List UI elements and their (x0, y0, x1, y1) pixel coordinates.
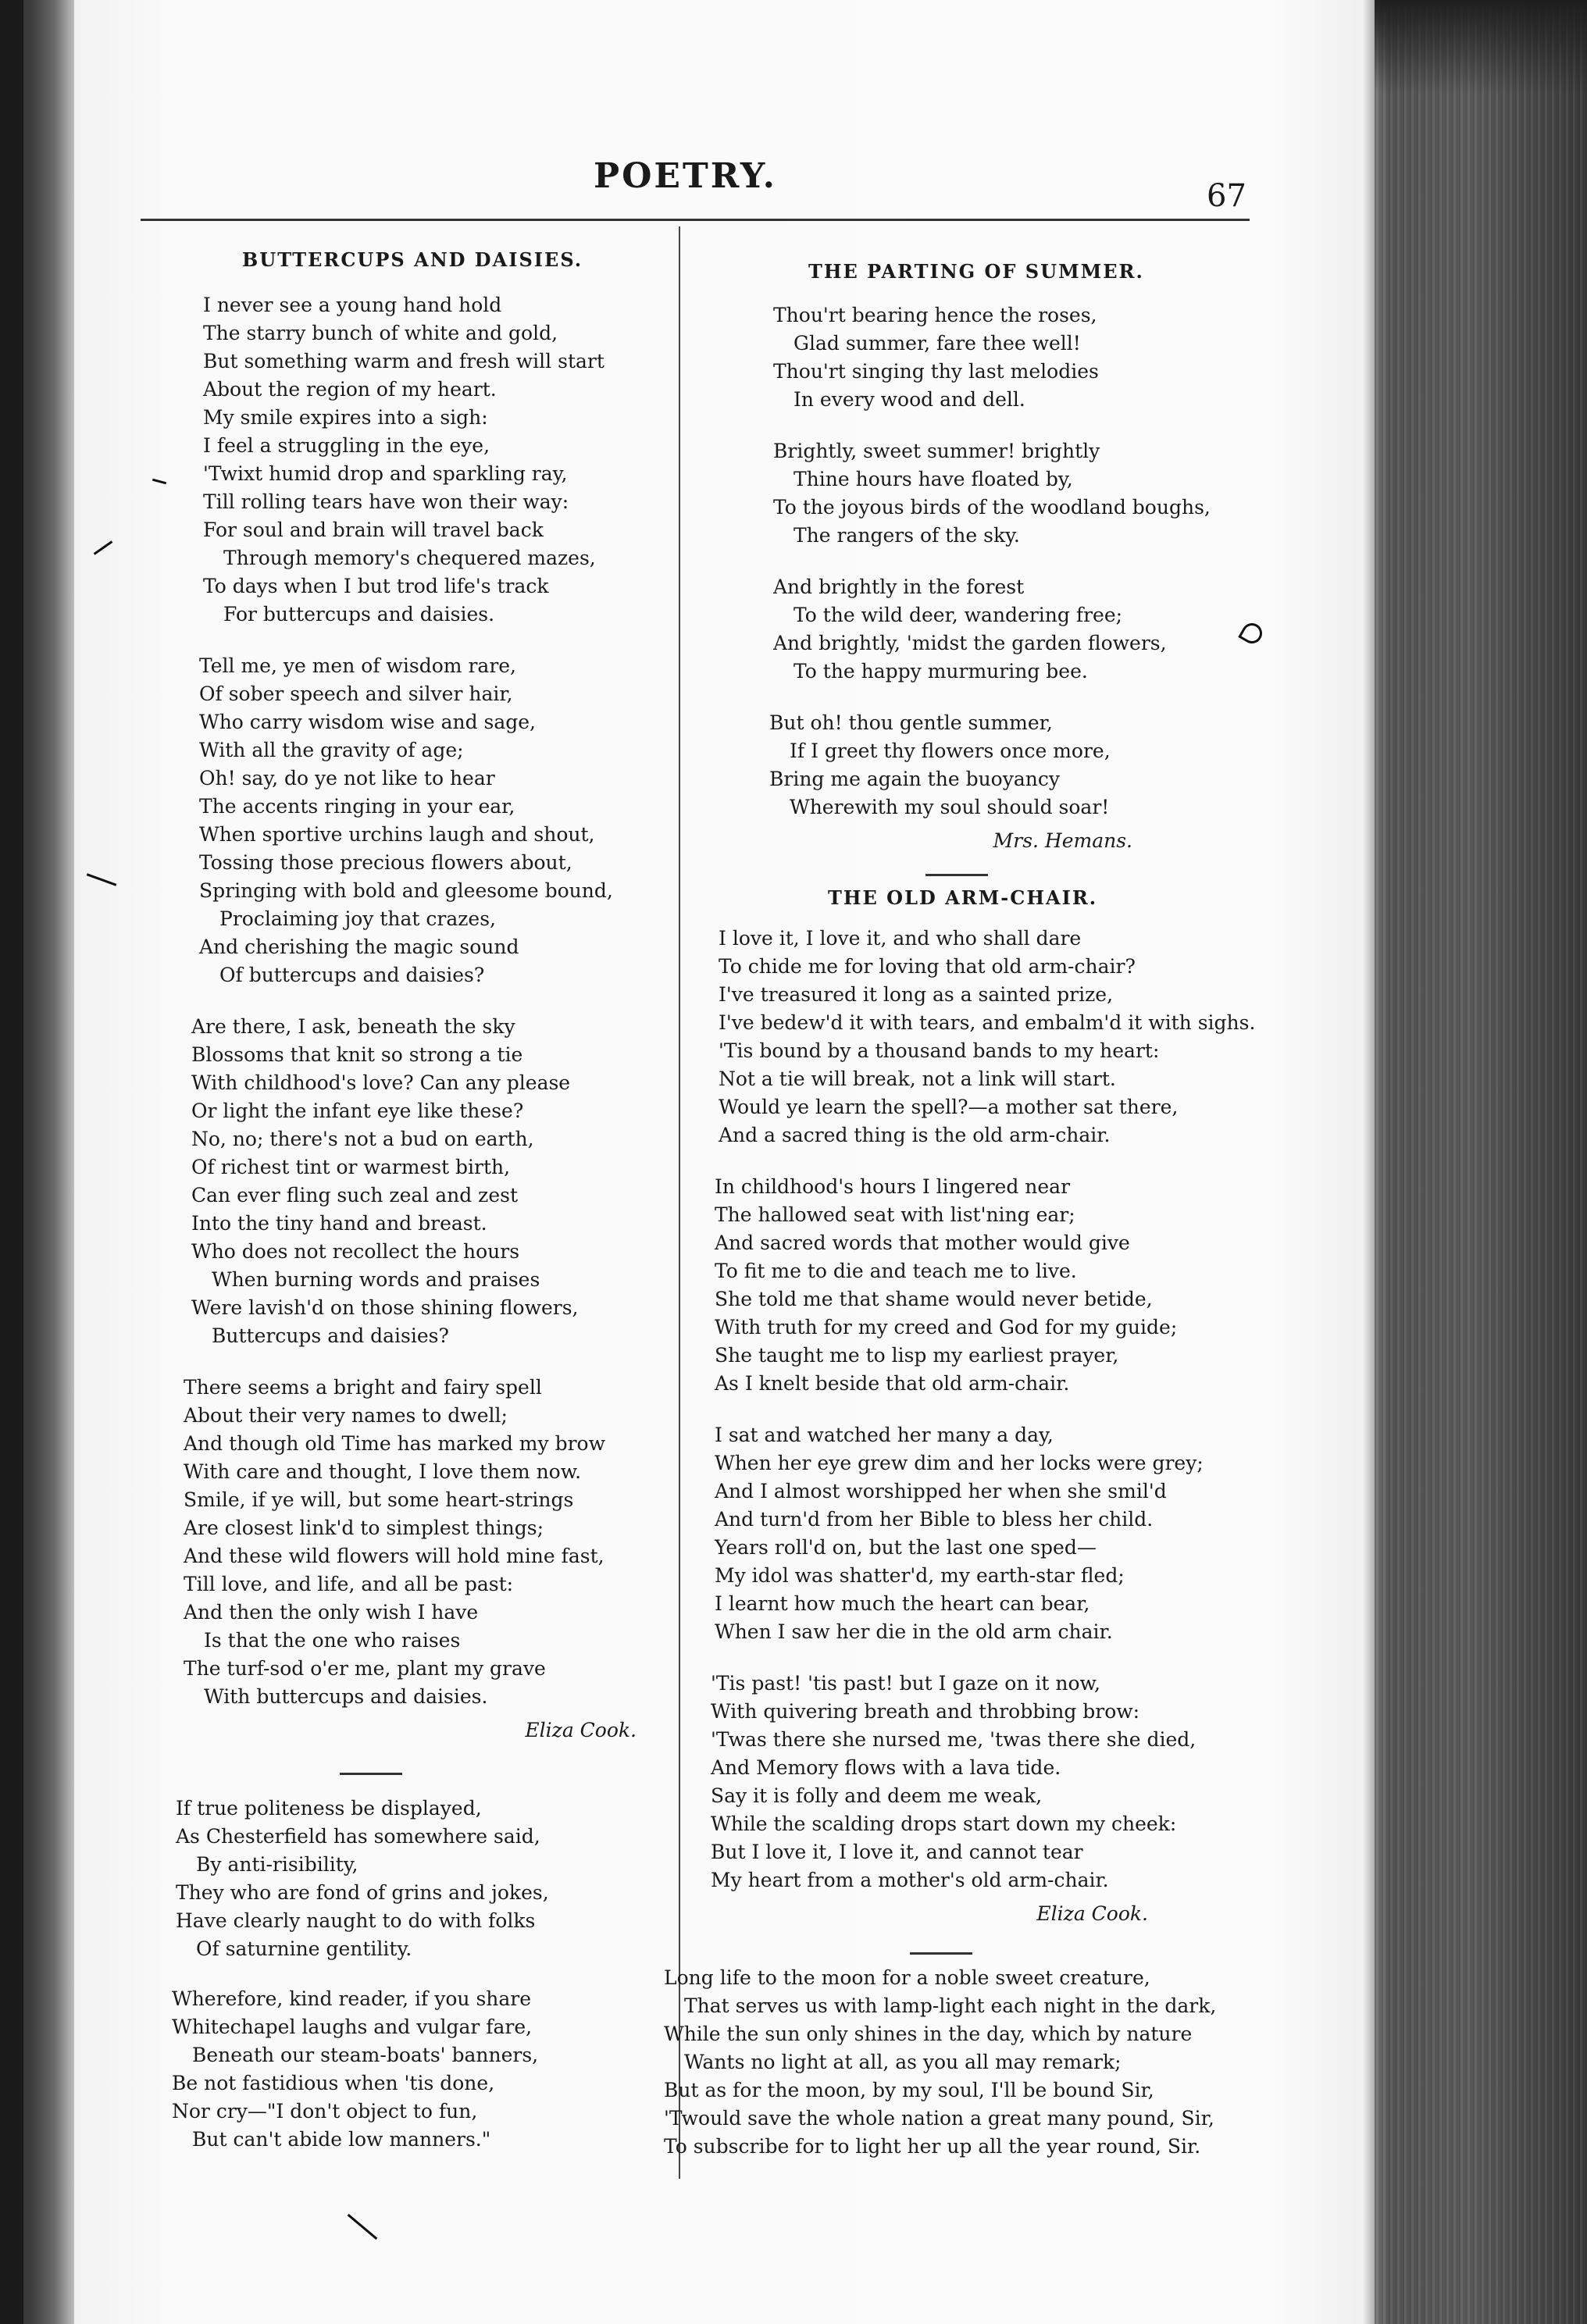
poem-line: I've bedew'd it with tears, and embalm'd it with sighs. (719, 1011, 1256, 1034)
header-rule (141, 219, 1250, 221)
poem-line: Of buttercups and daisies? (219, 964, 485, 986)
poem-line: Tell me, ye men of wisdom rare, (199, 654, 517, 677)
poem-line: Smile, if ye will, but some heart-strings (184, 1488, 574, 1511)
poem-line: Would ye learn the spell?—a mother sat there, (719, 1096, 1179, 1118)
poem-line: To the wild deer, wandering free; (794, 604, 1123, 626)
stanza (664, 1964, 1230, 2161)
poem-line: With childhood's love? Can any please (191, 1071, 571, 1094)
poem-line: In childhood's hours I lingered near (715, 1175, 1071, 1198)
poem-line: When her eye grew dim and her locks were grey; (715, 1452, 1204, 1474)
poem-line: Till rolling tears have won their way: (203, 490, 569, 513)
poem-line: And then the only wish I have (184, 1601, 479, 1624)
stanza (711, 1670, 1230, 1894)
scan-left-edge (0, 0, 74, 2324)
poem-line: And brightly in the forest (773, 576, 1025, 598)
poem-line: The hallowed seat with list'ning ear; (715, 1203, 1075, 1226)
poem-line: To chide me for loving that old arm-chair? (719, 955, 1136, 978)
poem-line: Nor cry—"I don't object to fun, (172, 2100, 478, 2123)
attribution: Eliza Cook. (1036, 1902, 1148, 1925)
poem-line: Say it is folly and deem me weak, (711, 1784, 1043, 1807)
poem-line: Thou'rt singing thy last melodies (773, 360, 1099, 383)
poem-line: But something warm and fresh will start (203, 350, 604, 372)
poem-line: My smile expires into a sigh: (203, 406, 488, 429)
poem-line: While the scalding drops start down my cheek: (711, 1813, 1177, 1835)
poem-line: But as for the moon, by my soul, I'll be bound Sir, (664, 2079, 1154, 2101)
poem-line: But oh! thou gentle summer, (769, 711, 1053, 734)
poem-line: Tossing those precious flowers about, (199, 851, 572, 874)
poem-line: My heart from a mother's old arm-chair. (711, 1869, 1109, 1891)
poem-line: The starry bunch of white and gold, (203, 322, 558, 344)
poem-line: As I knelt beside that old arm-chair. (715, 1372, 1070, 1395)
poem-line: And these wild flowers will hold mine fast, (184, 1545, 604, 1567)
poem-line: With care and thought, I love them now. (184, 1460, 582, 1483)
poem-line: Into the tiny hand and breast. (191, 1212, 487, 1235)
poem-line: I feel a struggling in the eye, (203, 434, 490, 457)
page-number: 67 (1207, 178, 1246, 214)
poem-line: Wherefore, kind reader, if you share (172, 1987, 532, 2010)
poem-line: Have clearly naught to do with folks (176, 1909, 536, 1932)
stanza (769, 709, 1230, 822)
poem-line: And I almost worshipped her when she smil'd (715, 1480, 1167, 1502)
poem-line: But I love it, I love it, and cannot tear (711, 1841, 1083, 1863)
poem-title: THE OLD ARM-CHAIR. (828, 886, 1098, 909)
poem-line: And turn'd from her Bible to bless her child. (715, 1508, 1154, 1531)
section-divider (925, 874, 988, 876)
poem-line: The accents ringing in your ear, (199, 795, 515, 818)
poem-line: When burning words and praises (212, 1268, 540, 1291)
poem-line: And a sacred thing is the old arm-chair. (719, 1124, 1111, 1146)
poem-line: Years roll'd on, but the last one sped— (715, 1536, 1097, 1559)
poem-line: The turf-sod o'er me, plant my grave (184, 1657, 546, 1680)
poem-line: Of saturnine gentility. (196, 1937, 412, 1960)
poem-line: I learnt how much the heart can bear, (715, 1592, 1090, 1615)
poem-line: Long life to the moon for a noble sweet creature, (664, 1966, 1150, 1989)
poem-line: Can ever fling such zeal and zest (191, 1184, 519, 1207)
poem-line: Brightly, sweet summer! brightly (773, 440, 1100, 462)
poem-line: 'Twixt humid drop and sparkling ray, (203, 462, 568, 485)
poem-line: Wherewith my soul should soar! (790, 796, 1110, 818)
poem-line: In every wood and dell. (794, 388, 1025, 411)
poem-line: I sat and watched her many a day, (715, 1424, 1054, 1446)
poem-line: Are there, I ask, beneath the sky (191, 1015, 515, 1038)
poem-line: My idol was shatter'd, my earth-star fled; (715, 1564, 1125, 1587)
poem-line: Oh! say, do ye not like to hear (199, 767, 495, 790)
poem-line: 'Twas there she nursed me, 'twas there she died, (711, 1728, 1196, 1751)
poem-line: No, no; there's not a bud on earth, (191, 1128, 534, 1150)
attribution: Mrs. Hemans. (993, 829, 1132, 852)
poem-line: 'Tis bound by a thousand bands to my heart: (719, 1039, 1160, 1062)
poem-line: Springing with bold and gleesome bound, (199, 879, 613, 902)
poem-line: Who carry wisdom wise and sage, (199, 711, 537, 733)
stanza (176, 1795, 660, 1963)
poem-line: Were lavish'd on those shining flowers, (191, 1296, 579, 1319)
poem-line: I've treasured it long as a sainted prize, (719, 983, 1114, 1006)
poem-line: Is that the one who raises (204, 1629, 461, 1652)
poem-line: Glad summer, fare thee well! (794, 332, 1081, 355)
book-binding (1375, 0, 1587, 2324)
poem-line: She taught me to lisp my earliest prayer, (715, 1344, 1119, 1367)
section-divider (910, 1952, 972, 1955)
poem-line: I never see a young hand hold (203, 294, 502, 316)
poem-line: Blossoms that knit so strong a tie (191, 1043, 523, 1066)
poem-line: 'Tis past! 'tis past! but I gaze on it now, (711, 1672, 1100, 1695)
poem-line: Whitechapel laughs and vulgar fare, (172, 2016, 533, 2038)
stanza (199, 652, 660, 989)
stanza (715, 1421, 1230, 1646)
poem-line: Proclaiming joy that crazes, (219, 907, 496, 930)
stanza (773, 437, 1230, 550)
poem-line: To subscribe for to light her up all the year round, Sir. (664, 2135, 1201, 2158)
poem-moon (660, 1964, 1230, 2184)
poem-armchair (660, 886, 1256, 1955)
poem-line: Thine hours have floated by, (794, 468, 1073, 490)
poem-line: Of richest tint or warmest birth, (191, 1156, 511, 1178)
running-head: POETRY. (594, 156, 777, 196)
poem-line: With all the gravity of age; (199, 739, 464, 761)
poem-title: THE PARTING OF SUMMER. (808, 260, 1144, 283)
poem-line: For buttercups and daisies. (223, 603, 495, 626)
poem-line: And brightly, 'midst the garden flowers, (773, 632, 1167, 654)
stanza (719, 925, 1256, 1150)
section-divider (340, 1773, 402, 1775)
poem-line: With quivering breath and throbbing brow: (711, 1700, 1140, 1723)
poem-line: She told me that shame would never betide, (715, 1288, 1153, 1310)
poem-line: That serves us with lamp-light each night in the dark, (684, 1994, 1217, 2017)
poem-line: To the joyous birds of the woodland boughs, (773, 496, 1211, 519)
poem-line: The rangers of the sky. (794, 524, 1020, 547)
poem-line: And though old Time has marked my brow (184, 1432, 605, 1455)
poem-line: They who are fond of grins and jokes, (176, 1881, 549, 1904)
poem-line: Thou'rt bearing hence the roses, (773, 304, 1097, 326)
poem-line: And cherishing the magic sound (199, 936, 519, 958)
stanza (172, 1985, 660, 2154)
poem-line: With buttercups and daisies. (204, 1685, 488, 1708)
stanza (203, 291, 660, 629)
poem-line: To the happy murmuring bee. (794, 660, 1088, 683)
stanza (184, 1374, 660, 1711)
poem-line: To fit me to die and teach me to live. (715, 1260, 1077, 1282)
poem-line: And Memory flows with a lava tide. (711, 1756, 1061, 1779)
attribution: Eliza Cook. (525, 1719, 637, 1741)
poem-line: Till love, and life, and all be past: (184, 1573, 514, 1595)
poem-line: Buttercups and daisies? (212, 1324, 449, 1347)
stanza (773, 301, 1230, 414)
poem-line: If I greet thy flowers once more, (790, 740, 1111, 762)
poem-line: But can't abide low manners." (192, 2128, 491, 2151)
poem-line: By anti-risibility, (196, 1853, 358, 1876)
poem-line: There seems a bright and fairy spell (184, 1376, 542, 1399)
poem-line: Or light the infant eye like these? (191, 1100, 524, 1122)
poem-line: Bring me again the buoyancy (769, 768, 1060, 790)
poem-line: And sacred words that mother would give (715, 1232, 1130, 1254)
poem-buttercups (176, 248, 660, 1775)
poem-line: Are closest link'd to simplest things; (184, 1517, 544, 1539)
poem-line: Of sober speech and silver hair, (199, 683, 513, 705)
stanza (715, 1173, 1230, 1398)
poem-line: Who does not recollect the hours (191, 1240, 520, 1263)
poem-line: Not a tie will break, not a link will start. (719, 1068, 1116, 1090)
poem-summer (660, 260, 1230, 876)
poem-line: To days when I but trod life's track (203, 575, 549, 597)
poem-line: If true politeness be displayed, (176, 1797, 482, 1820)
poem-line: I love it, I love it, and who shall dare (719, 927, 1082, 950)
poem-line: About the region of my heart. (203, 378, 497, 401)
poem-line: Through memory's chequered mazes, (223, 547, 596, 569)
poem-line: When I saw her die in the old arm chair. (715, 1620, 1113, 1643)
poem-line: With truth for my creed and God for my guide; (715, 1316, 1178, 1338)
poem-line: Beneath our steam-boats' banners, (192, 2044, 539, 2066)
poem-title: BUTTERCUPS AND DAISIES. (242, 248, 583, 271)
poem-line: While the sun only shines in the day, which by nature (664, 2023, 1193, 2045)
stanza (773, 573, 1230, 686)
poem-line: Be not fastidious when 'tis done, (172, 2072, 495, 2094)
poem-line: When sportive urchins laugh and shout, (199, 823, 595, 846)
binding-shadow (1375, 0, 1587, 94)
poem-politeness (172, 1795, 660, 2177)
poem-line: Wants no light at all, as you all may remark; (684, 2051, 1122, 2073)
poem-line: For soul and brain will travel back (203, 519, 544, 541)
poem-line: 'Twould save the whole nation a great many pound, Sir, (664, 2107, 1214, 2130)
stanza (191, 1013, 660, 1350)
poem-line: About their very names to dwell; (184, 1404, 508, 1427)
poem-line: As Chesterfield has somewhere said, (176, 1825, 540, 1848)
